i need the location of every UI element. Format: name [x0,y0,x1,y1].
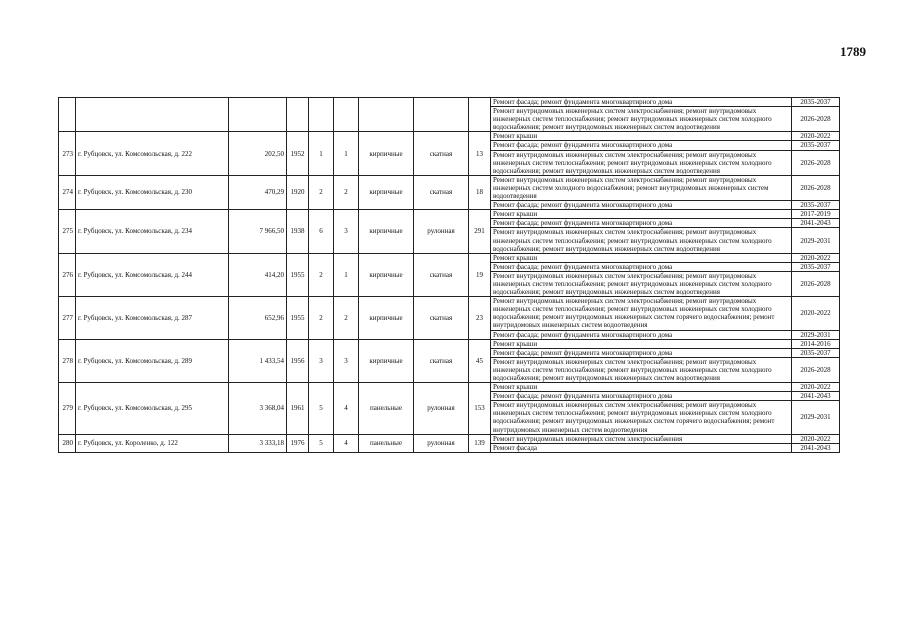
residents-cell: 139 [469,434,491,452]
floors-cell: 2 [309,175,334,209]
row-number: 278 [59,339,76,382]
empty-cell [469,98,491,132]
work-description: Ремонт внутридомовых инженерных систем электроснабжения; ремонт внутридомовых инженерных систем теплоснабжения; ремонт внутридомовых инженерных систем холодного водоснабжения; ремонт внутридомовых инженерных систем водоотведения [491,357,792,382]
entrances-cell: 1 [334,132,359,175]
address-cell: г. Рубцовск, ул. Комсомольская, д. 287 [76,297,229,339]
work-description: Ремонт внутридомовых инженерных систем электроснабжения; ремонт внутридомовых инженерных систем теплоснабжения; ремонт внутридомовых инженерных систем холодного водоснабжения; ремонт внутридомовых инженерных систем водоотведения [491,271,792,296]
wall-material-cell: кирпичные [359,339,414,382]
residents-cell: 19 [469,253,491,296]
entrances-cell: 4 [334,434,359,452]
table-row [59,434,840,443]
work-period: 2026-2028 [792,357,840,382]
work-period: 2041-2043 [792,392,840,401]
work-period: 2035-2037 [792,262,840,271]
year-cell: 1952 [287,132,309,175]
work-period: 2035-2037 [792,201,840,210]
area-cell: 1 433,54 [229,339,287,382]
floors-cell: 2 [309,253,334,296]
empty-cell [287,98,309,132]
empty-cell [59,98,76,132]
work-period: 2020-2022 [792,132,840,141]
roof-type-cell: рулонная [414,210,469,253]
housing-repair-table [58,97,840,453]
area-cell: 7 966,50 [229,210,287,253]
wall-material-cell: кирпичные [359,132,414,175]
work-period: 2026-2028 [792,150,840,175]
wall-material-cell: кирпичные [359,175,414,209]
entrances-cell: 3 [334,210,359,253]
row-number: 273 [59,132,76,175]
work-description: Ремонт крыши [491,210,792,219]
work-description: Ремонт крыши [491,132,792,141]
year-cell: 1955 [287,253,309,296]
page-number: 1789 [840,44,866,59]
table-row [59,175,840,200]
work-period: 2020-2022 [792,434,840,443]
address-cell: г. Рубцовск, ул. Комсомольская, д. 222 [76,132,229,175]
work-period: 2020-2022 [792,297,840,330]
work-description: Ремонт внутридомовых инженерных систем электроснабжения; ремонт внутридомовых инженерных систем теплоснабжения; ремонт внутридомовых инженерных систем холодного водоснабжения; ремонт внутридомовых инженерных систем водоотведения [491,150,792,175]
residents-cell: 153 [469,383,491,435]
roof-type-cell: скатная [414,175,469,209]
wall-material-cell: кирпичные [359,253,414,296]
roof-type-cell: рулонная [414,434,469,452]
empty-cell [334,98,359,132]
work-description: Ремонт фасада [491,443,792,452]
address-cell: г. Рубцовск, ул. Комсомольская, д. 230 [76,175,229,209]
floors-cell: 2 [309,297,334,339]
wall-material-cell: кирпичные [359,297,414,339]
residents-cell: 13 [469,132,491,175]
work-description: Ремонт фасада; ремонт фундамента многоквартирного дома [491,392,792,401]
area-cell: 202,50 [229,132,287,175]
empty-cell [309,98,334,132]
work-description: Ремонт внутридомовых инженерных систем электроснабжения; ремонт внутридомовых инженерных систем холодного водоснабжения; ремонт внутридомовых инженерных систем водоотведения [491,175,792,200]
work-description: Ремонт крыши [491,383,792,392]
floors-cell: 5 [309,383,334,435]
residents-cell: 23 [469,297,491,339]
work-period: 2026-2028 [792,175,840,200]
floors-cell: 3 [309,339,334,382]
row-number: 280 [59,434,76,452]
table-row [59,132,840,141]
residents-cell: 18 [469,175,491,209]
empty-cell [414,98,469,132]
wall-material-cell: панельные [359,383,414,435]
roof-type-cell: скатная [414,253,469,296]
floors-cell: 6 [309,210,334,253]
work-description: Ремонт внутридомовых инженерных систем электроснабжения; ремонт внутридомовых инженерных систем теплоснабжения; ремонт внутридомовых инженерных систем холодного водоснабжения; ремонт внутридомовых инженерных систем горячего водоснабжения; ремонт внутридомовых инженерных систем водоотведения [491,401,792,434]
work-period: 2035-2037 [792,141,840,150]
work-description: Ремонт фасада; ремонт фундамента многоквартирного дома [491,219,792,228]
empty-cell [76,98,229,132]
work-period: 2017-2019 [792,210,840,219]
work-description: Ремонт фасада; ремонт фундамента многоквартирного дома [491,348,792,357]
work-description: Ремонт крыши [491,253,792,262]
table-row [59,98,840,107]
floors-cell: 1 [309,132,334,175]
row-number: 279 [59,383,76,435]
area-cell: 3 368,04 [229,383,287,435]
work-period: 2029-2031 [792,401,840,434]
entrances-cell: 2 [334,175,359,209]
work-period: 2014-2016 [792,339,840,348]
work-description: Ремонт фасада; ремонт фундамента многоквартирного дома [491,201,792,210]
roof-type-cell: скатная [414,132,469,175]
table-row [59,297,840,330]
year-cell: 1961 [287,383,309,435]
address-cell: г. Рубцовск, ул. Комсомольская, д. 295 [76,383,229,435]
entrances-cell: 2 [334,297,359,339]
residents-cell: 45 [469,339,491,382]
work-period: 2026-2028 [792,107,840,132]
year-cell: 1920 [287,175,309,209]
address-cell: г. Рубцовск, ул. Комсомольская, д. 234 [76,210,229,253]
work-period: 2035-2037 [792,348,840,357]
table-row [59,339,840,348]
row-number: 276 [59,253,76,296]
area-cell: 414,20 [229,253,287,296]
work-period: 2035-2037 [792,98,840,107]
table-row [59,383,840,392]
work-description: Ремонт фасада; ремонт фундамента многоквартирного дома [491,262,792,271]
row-number: 275 [59,210,76,253]
entrances-cell: 1 [334,253,359,296]
wall-material-cell: кирпичные [359,210,414,253]
address-cell: г. Рубцовск, ул. Короленко, д. 122 [76,434,229,452]
work-description: Ремонт фасада; ремонт фундамента многоквартирного дома [491,330,792,339]
empty-cell [229,98,287,132]
year-cell: 1956 [287,339,309,382]
area-cell: 470,29 [229,175,287,209]
entrances-cell: 4 [334,383,359,435]
year-cell: 1976 [287,434,309,452]
wall-material-cell: панельные [359,434,414,452]
work-period: 2041-2043 [792,443,840,452]
work-description: Ремонт внутридомовых инженерных систем электроснабжения; ремонт внутридомовых инженерных систем теплоснабжения; ремонт внутридомовых инженерных систем холодного водоснабжения; ремонт внутридомовых инженерных систем водоотведения [491,107,792,132]
area-cell: 652,96 [229,297,287,339]
entrances-cell: 3 [334,339,359,382]
work-description: Ремонт внутридомовых инженерных систем электроснабжения [491,434,792,443]
work-period: 2029-2031 [792,330,840,339]
table-body [59,98,840,453]
row-number: 277 [59,297,76,339]
table-row [59,210,840,219]
work-description: Ремонт внутридомовых инженерных систем электроснабжения; ремонт внутридомовых инженерных систем теплоснабжения; ремонт внутридомовых инженерных систем холодного водоснабжения; ремонт внутридомовых инженерных систем горячего водоснабжения; ремонт внутридомовых инженерных систем водоотведения [491,297,792,330]
roof-type-cell: рулонная [414,383,469,435]
area-cell: 3 333,18 [229,434,287,452]
work-period: 2041-2043 [792,219,840,228]
work-description: Ремонт крыши [491,339,792,348]
work-description: Ремонт фасада; ремонт фундамента многоквартирного дома [491,141,792,150]
work-period: 2020-2022 [792,383,840,392]
roof-type-cell: скатная [414,297,469,339]
address-cell: г. Рубцовск, ул. Комсомольская, д. 244 [76,253,229,296]
work-description: Ремонт внутридомовых инженерных систем электроснабжения; ремонт внутридомовых инженерных систем теплоснабжения; ремонт внутридомовых инженерных систем холодного водоснабжения; ремонт внутридомовых инженерных систем водоотведения [491,228,792,253]
work-description: Ремонт фасада; ремонт фундамента многоквартирного дома [491,98,792,107]
residents-cell: 291 [469,210,491,253]
year-cell: 1955 [287,297,309,339]
row-number: 274 [59,175,76,209]
empty-cell [359,98,414,132]
floors-cell: 5 [309,434,334,452]
work-period: 2020-2022 [792,253,840,262]
work-period: 2029-2031 [792,228,840,253]
roof-type-cell: скатная [414,339,469,382]
address-cell: г. Рубцовск, ул. Комсомольская, д. 289 [76,339,229,382]
year-cell: 1938 [287,210,309,253]
table-row [59,253,840,262]
work-period: 2026-2028 [792,271,840,296]
